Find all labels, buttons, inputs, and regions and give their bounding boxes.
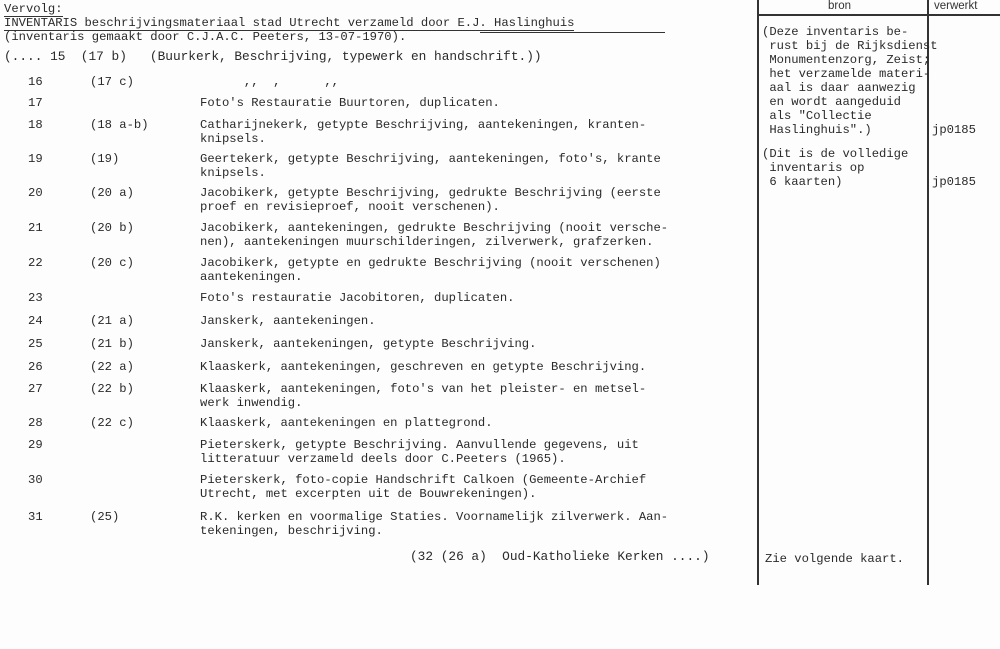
row-sub: (19): [90, 152, 120, 166]
row-text: Foto's restauratie Jacobitoren, duplicaten.: [200, 291, 515, 305]
row-sub: (20 b): [90, 221, 134, 235]
column-header-bron: bron: [828, 0, 852, 12]
row-num: 21: [28, 221, 43, 235]
row-sub: (18 a-b): [90, 118, 149, 132]
row-text: Klaaskerk, aantekeningen, geschreven en getypte Beschrijving.: [200, 360, 647, 374]
row-text: Catharijnekerk, getypte Beschrijving, aantekeningen, kranten- knipsels.: [200, 118, 647, 146]
row-num: 30: [28, 473, 43, 487]
row-text: Geertekerk, getypte Beschrijving, aantekeningen, foto's, krante knipsels.: [200, 152, 661, 180]
row-text: ,, , ,,: [200, 75, 339, 89]
row-text: Klaaskerk, aantekeningen en plattegrond.: [200, 416, 493, 430]
title-double-underline: [480, 32, 665, 33]
row-text: Janskerk, aantekeningen, getypte Beschrijving.: [200, 337, 537, 351]
row-text: Jacobikerk, getypte en gedrukte Beschrijving (nooit verschenen) aantekeningen.: [200, 256, 661, 284]
row-text: Pieterskerk, getypte Beschrijving. Aanvullende gegevens, uit litteratuur verzameld deels door C.Peeters (1965).: [200, 438, 639, 466]
continued-label: Vervolg:: [4, 2, 63, 16]
column-divider-left: [757, 0, 759, 585]
row-text: Jacobikerk, getypte Beschrijving, gedrukte Beschrijving (eerste proef en revisieproef, nooit verschenen).: [200, 186, 661, 214]
row-sub: (21 a): [90, 314, 134, 328]
row-text: Pieterskerk, foto-copie Handschrift Calkoen (Gemeente-Archief Utrecht, met excerpten uit de Bouwrekeningen).: [200, 473, 647, 501]
row-text: Klaaskerk, aantekeningen, foto's van het pleister- en metsel- werk inwendig.: [200, 382, 647, 410]
document-subtitle: (inventaris gemaakt door C.J.A.C. Peeters, 13-07-1970).: [4, 30, 407, 44]
row-num: 31: [28, 510, 43, 524]
row-sub: (21 b): [90, 337, 134, 351]
next-entry: (32 (26 a) Oud-Katholieke Kerken ....): [410, 549, 710, 564]
verwerkt-2: jp0185: [932, 175, 976, 189]
column-header-verwerkt: verwerkt: [934, 0, 978, 12]
verwerkt-1: jp0185: [932, 123, 976, 137]
row-text: R.K. kerken en voormalige Staties. Voornamelijk zilverwerk. Aan- tekeningen, beschrijving.: [200, 510, 669, 538]
row-sub: (22 a): [90, 360, 134, 374]
footer-note: Zie volgende kaart.: [765, 552, 904, 566]
row-num: 17: [28, 96, 43, 110]
row-num: 19: [28, 152, 43, 166]
bron-note-2: (Dit is de volledige inventaris op 6 kaarten): [762, 147, 909, 189]
row-num: 25: [28, 337, 43, 351]
row-text: Janskerk, aantekeningen.: [200, 314, 376, 328]
header-rule: [757, 14, 1000, 16]
row-sub: (22 c): [90, 416, 134, 430]
row-text: Foto's Restauratie Buurtoren, duplicaten.: [200, 96, 500, 110]
row-sub: (22 b): [90, 382, 134, 396]
row-text: Jacobikerk, aantekeningen, gedrukte Beschrijving (nooit versche- nen), aantekeningen muurschilderingen, zilverwerk, grafzerken.: [200, 221, 669, 249]
row-num: 26: [28, 360, 43, 374]
row-num: 22: [28, 256, 43, 270]
row-num: 20: [28, 186, 43, 200]
previous-entry: (.... 15 (17 b) (Buurkerk, Beschrijving, typewerk en handschrift.)): [4, 49, 542, 64]
bron-note-1: (Deze inventaris be- rust bij de Rijksdienst Monumentenzorg, Zeist; het verzamelde materi- aal is daar aanwezig en wordt aangeduid als "Collectie Haslinghuis".): [762, 25, 938, 137]
row-num: 24: [28, 314, 43, 328]
document-title: INVENTARIS beschrijvingsmateriaal stad Utrecht verzameld door E.J. Haslinghuis: [4, 16, 575, 30]
row-num: 18: [28, 118, 43, 132]
row-sub: (25): [90, 510, 120, 524]
row-sub: (20 c): [90, 256, 134, 270]
row-num: 28: [28, 416, 43, 430]
row-num: 16: [28, 75, 43, 89]
row-num: 29: [28, 438, 43, 452]
row-num: 23: [28, 291, 43, 305]
row-sub: (17 c): [90, 75, 134, 89]
row-num: 27: [28, 382, 43, 396]
row-sub: (20 a): [90, 186, 134, 200]
